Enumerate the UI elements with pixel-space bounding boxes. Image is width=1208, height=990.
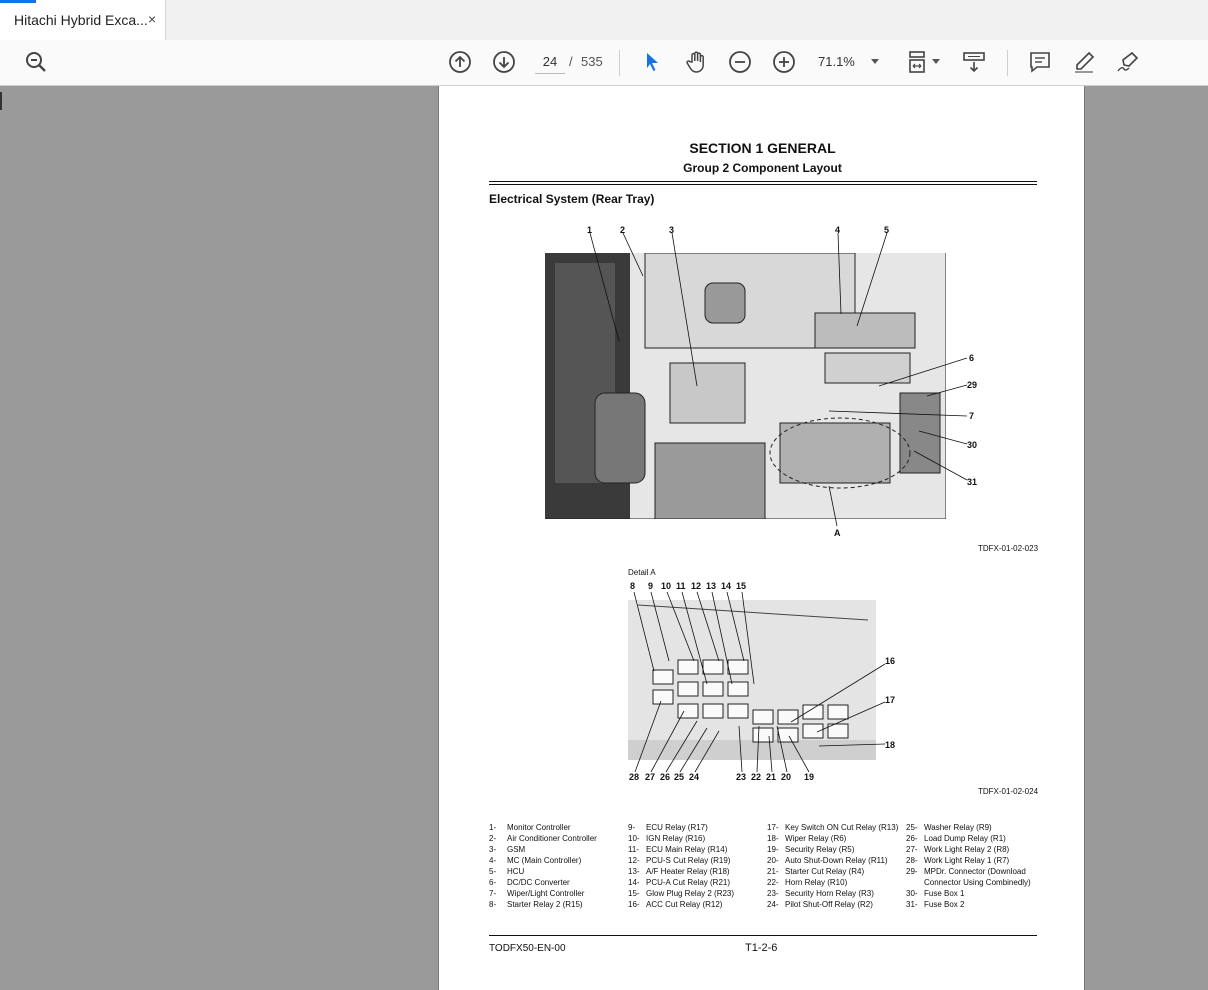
fig1-callout: A <box>834 528 841 538</box>
comment-icon[interactable] <box>1026 48 1054 76</box>
pen-icon[interactable] <box>1070 48 1098 76</box>
panel-edge <box>0 92 2 110</box>
fit-dropdown-icon[interactable] <box>932 59 940 64</box>
legend-item: 16- ACC Cut Relay (R12) <box>628 900 723 909</box>
legend-item: 22- Horn Relay (R10) <box>767 878 848 887</box>
fig2-callout: 23 <box>736 772 747 782</box>
legend-item: 17- Key Switch ON Cut Relay (R13) <box>767 823 899 832</box>
legend-item: 24- Pilot Shut-Off Relay (R2) <box>767 900 873 909</box>
figure-id: TDFX-01-02-024 <box>978 787 1039 796</box>
fig2-callout: 21 <box>766 772 777 782</box>
legend-item: 27- Work Light Relay 2 (R8) <box>906 845 1010 854</box>
legend-item: 14- PCU-A Cut Relay (R21) <box>628 878 731 887</box>
document-tab[interactable] <box>0 0 166 40</box>
fig1-callout: 1 <box>587 225 593 235</box>
zoom-search-icon[interactable] <box>22 48 50 76</box>
fig2-callout: 14 <box>721 581 732 591</box>
fig1-callout: 7 <box>969 411 975 421</box>
fig2-callout: 10 <box>661 581 672 591</box>
minus-circle-icon[interactable] <box>726 48 754 76</box>
legend-column <box>906 822 1031 910</box>
legend-item: 9- ECU Relay (R17) <box>628 823 708 832</box>
tab-title: Hitachi Hybrid Exca... <box>14 12 148 28</box>
fig2-callout: 24 <box>689 772 700 782</box>
toolbar-divider <box>619 50 620 76</box>
page-total: 535 <box>581 54 603 69</box>
fig2-callout: 19 <box>804 772 815 782</box>
arrow-down-circle-icon[interactable] <box>490 48 518 76</box>
fig1-callout: 29 <box>967 380 978 390</box>
fig2-callout: 11 <box>676 581 686 591</box>
zoom-level-select[interactable]: 71.1% <box>818 54 855 69</box>
legend-item: 23- Security Horn Relay (R3) <box>767 889 874 898</box>
chevron-down-icon[interactable] <box>871 59 879 64</box>
footer-doc-id: TODFX50-EN-00 <box>489 943 566 954</box>
legend-item: 20- Auto Shut-Down Relay (R11) <box>767 856 888 865</box>
toolbar <box>0 40 1208 86</box>
legend-item: 28- Work Light Relay 1 (R7) <box>906 856 1010 865</box>
cursor-arrow-icon[interactable] <box>638 48 666 76</box>
fig1-callout: 6 <box>969 353 975 363</box>
fig2-callout: 27 <box>645 772 656 782</box>
arrow-up-circle-icon[interactable] <box>446 48 474 76</box>
fig1-callout: 4 <box>835 225 841 235</box>
tab-bar <box>0 0 1208 41</box>
fig1-callout: 5 <box>884 225 890 235</box>
legend-item: 25- Washer Relay (R9) <box>906 823 992 832</box>
legend-column <box>628 822 734 910</box>
group-title: Group 2 Component Layout <box>683 161 842 175</box>
subheading: Electrical System (Rear Tray) <box>489 192 655 206</box>
plus-circle-icon[interactable] <box>770 48 798 76</box>
scroll-mode-icon[interactable] <box>960 48 988 76</box>
fig2-callout: 12 <box>691 581 702 591</box>
figure-id: TDFX-01-02-023 <box>978 544 1039 553</box>
legend-item: 2- Air Conditioner Controller <box>489 834 597 843</box>
fig1-callout: 30 <box>967 440 978 450</box>
fig2-callout: 18 <box>885 740 896 750</box>
legend-column <box>489 822 597 910</box>
hand-icon[interactable] <box>682 48 710 76</box>
page-number-input[interactable]: 24 <box>535 51 565 74</box>
legend-item: 30- Fuse Box 1 <box>906 889 965 898</box>
fig2-callout: 28 <box>629 772 640 782</box>
fig2-callout: 17 <box>885 695 896 705</box>
page-separator: / <box>569 54 573 69</box>
legend-item: 11- ECU Main Relay (R14) <box>628 845 728 854</box>
legend-item: 3- GSM <box>489 845 526 854</box>
section-title: SECTION 1 GENERAL <box>689 140 836 156</box>
legend-item: 15- Glow Plug Relay 2 (R23) <box>628 889 735 898</box>
legend-item: 26- Load Dump Relay (R1) <box>906 834 1006 843</box>
legend-item: 6- DC/DC Converter <box>489 878 570 887</box>
toolbar-divider <box>1007 50 1008 76</box>
footer-rule <box>489 935 1037 936</box>
fig2-callout: 26 <box>660 772 671 782</box>
legend-item: 13- A/F Heater Relay (R18) <box>628 867 730 876</box>
legend-item: 1- Monitor Controller <box>489 823 571 832</box>
legend-item: 21- Starter Cut Relay (R4) <box>767 867 865 876</box>
legend-item: 12- PCU-S Cut Relay (R19) <box>628 856 731 865</box>
fig2-callout: 20 <box>781 772 792 782</box>
legend-item: 7- Wiper/Light Controller <box>489 889 585 898</box>
tab-active-indicator <box>0 0 36 3</box>
fig2-callout: 25 <box>674 772 685 782</box>
fig2-callout: 13 <box>706 581 717 591</box>
fig1-callout: 2 <box>620 225 626 235</box>
fig2-callout: 8 <box>630 581 636 591</box>
legend-item: 5- HCU <box>489 867 525 876</box>
fig2-callout: 22 <box>751 772 762 782</box>
fig2-callout: 9 <box>648 581 654 591</box>
fit-page-icon[interactable] <box>904 48 932 76</box>
fig1-callout: 3 <box>669 225 675 235</box>
document-page <box>438 86 1085 990</box>
fig2-callout: 15 <box>736 581 747 591</box>
legend-column <box>767 822 898 910</box>
fig2-callout: 16 <box>885 656 896 666</box>
legend-item: 4- MC (Main Controller) <box>489 856 582 865</box>
sign-icon[interactable] <box>1114 48 1142 76</box>
footer-page-number: T1-2-6 <box>745 942 778 954</box>
legend-item: 8- Starter Relay 2 (R15) <box>489 900 583 909</box>
tab-close-icon[interactable]: × <box>148 11 157 27</box>
legend-item: 31- Fuse Box 2 <box>906 900 965 909</box>
legend-item: 19- Security Relay (R5) <box>767 845 855 854</box>
fig1-callout: 31 <box>967 477 978 487</box>
legend-item: 18- Wiper Relay (R6) <box>767 834 847 843</box>
legend-item: 10- IGN Relay (R16) <box>628 834 706 843</box>
legend-item: 29- MPDr. Connector (Download <box>906 867 1026 876</box>
detail-label: Detail A <box>628 568 656 577</box>
legend-item: Connector Using Combinedly) <box>924 878 1031 887</box>
